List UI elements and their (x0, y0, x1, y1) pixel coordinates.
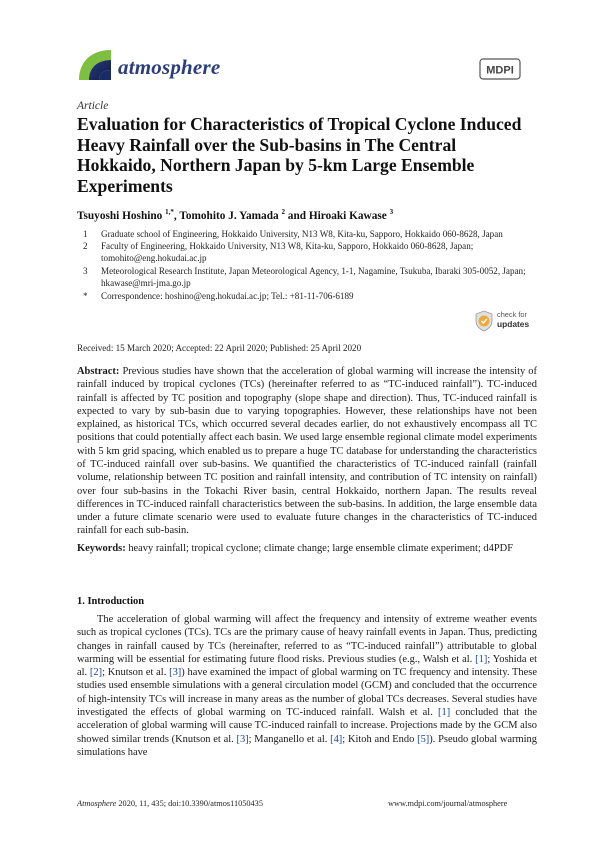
author-name: Tsuyoshi Hoshino (77, 209, 163, 222)
affiliation-item (83, 240, 543, 264)
abstract-text: Previous studies have shown that the acceleration of global warming will increase the intensity of rainfall induced by tropical cyclones (TCs) (hereinafter referred to as “TC-induced rainfall”). TC-induced rainfall is affected by TC position and topography (slope shape and direction). Thus, TC-induced rainfall is expected to vary by sub-basin due to varying topographies. However, these relationships have not been explained, as historical TCs, which occurred several decades earlier, do not exhaustively encompass all TC positions that could potentially affect each basin. We used large ensemble regional climate model experiments with 5 km grid spacing, which enabled us to prepare a huge TC database for understanding the characteristics of TC-induced rainfall over sub-basins. We quantified the characteristics of TC-induced rainfall (rainfall volume, relationship between TC position and rainfall intensity, and contribution of TC intensity on rainfall) over four sub-basins in the Tokachi River basin, central Hokkaido, northern Japan. The results reveal differences in TC-induced rainfall characteristics between the sub-basins. In addition, the large ensemble data under a future climate scenario were used to evaluate future changes in the characteristics of TC-induced rainfall for each sub-basin. (77, 366, 537, 537)
intro-text: ; Kitoh and Endo (342, 733, 418, 745)
intro-text: ; Manganello et al. (248, 733, 331, 745)
abstract-label: Abstract: (77, 366, 120, 377)
citation-link[interactable]: [5] (417, 733, 430, 745)
publication-dates: Received: 15 March 2020; Accepted: 22 April 2020; Published: 25 April 2020 (77, 343, 362, 353)
affiliation-marker: * (83, 291, 88, 301)
mdpi-logo (479, 58, 521, 80)
footer-journal-url[interactable]: www.mdpi.com/journal/atmosphere (388, 799, 508, 808)
affiliation-text: Faculty of Engineering, Hokkaido University, N13 W8, Kita-ku, Sapporo, Hokkaido 060-8628, Japan; tomohito@eng.hokudai.ac.jp (101, 241, 474, 263)
keywords-text: heavy rainfall; tropical cyclone; climate change; large ensemble climate experiment; d4PDF (128, 543, 514, 554)
intro-text: ). Pseudo global warming simulations have (77, 733, 537, 758)
author-list (77, 208, 393, 222)
citation-link[interactable]: [4] (330, 733, 343, 745)
check-for-updates-icon (474, 310, 494, 332)
check-for-updates-button[interactable] (474, 308, 536, 334)
citation-link[interactable]: [1] (475, 653, 488, 665)
affiliation-marker: 3 (83, 266, 88, 276)
journal-logo-icon (77, 46, 113, 82)
affiliation-item (83, 265, 543, 289)
author-name: Tomohito J. Yamada (179, 209, 279, 222)
footer-citation-text: 2020, 11, 435; doi:10.3390/atmos11050435 (116, 799, 263, 808)
affiliation-item (83, 228, 543, 240)
footer-citation (77, 799, 263, 808)
citation-link[interactable]: [3] (236, 733, 249, 745)
article-title: Evaluation for Characteristics of Tropical Cyclone Induced Heavy Rainfall over the Sub-basins in The Central Hokkaido, Northern Japan by 5-km Large Ensemble Experiments (77, 114, 522, 196)
intro-text: ; Knutson et al. (102, 667, 170, 679)
affiliation-marker: 2 (83, 241, 88, 251)
journal-name: atmosphere (118, 55, 221, 79)
affiliation-text: Correspondence: hoshino@eng.hokudai.ac.jp; Tel.: +81-11-706-6189 (101, 291, 354, 301)
author-affiliation-marker: 2 (281, 208, 285, 216)
affiliation-text: Meteorological Research Institute, Japan Meteorological Agency, 1-1, Nagamine, Tsukuba, Ibaraki 305-0052, Japan; hkawase@mri-jma.go.jp (101, 266, 526, 288)
section-heading: 1. Introduction (77, 596, 145, 607)
abstract (77, 365, 537, 538)
keywords-label: Keywords: (77, 543, 126, 554)
author-separator: , (173, 209, 180, 222)
affiliation-marker: 1 (83, 229, 88, 239)
keywords (77, 543, 537, 554)
intro-text: concluded that the acceleration of global warming will cause TC-induced rainfall to increase. Projections made by the GCM also showed similar trends (Knutson et al. (77, 707, 538, 745)
citation-link[interactable]: [3] (169, 667, 182, 679)
affiliation-item (83, 290, 543, 302)
article-type: Article (77, 100, 109, 112)
citation-link[interactable]: [2] (89, 667, 103, 679)
check-for-updates-line2: updates (497, 318, 530, 329)
intro-text: ) have examined the impact of global warming on TC frequency and intensity. These studies used ensemble simulations with a general circulation model (GCM) and concluded that the occurrence of high-intensity TCs will increase in many areas as the number of global TCs decreases. Several studies have investigated the effects of global warming on TC-induced rainfall. Walsh et al. (77, 667, 537, 719)
check-for-updates-line1: check for (497, 310, 527, 319)
citation-link[interactable]: [1] (438, 707, 451, 719)
intro-text: The acceleration of global warming will affect the frequency and intensity of extreme weather events such as tropical cyclones (TCs). TCs are the primary cause of heavy rainfall events in Japan. Thus, predicting changes in rainfall caused by TCs (hereinafter, referred to as “TC-induced rainfall”) attributable to global warming will be essential for estimating future flood risks. Previous studies (e.g., Walsh et al. (77, 614, 537, 665)
author-separator: and (284, 209, 309, 222)
author-affiliation-marker: 1,* (165, 208, 174, 216)
introduction-paragraph (77, 613, 537, 759)
mdpi-logo-text: MDPI (486, 64, 514, 77)
affiliation-text: Graduate school of Engineering, Hokkaido University, N13 W8, Kita-ku, Sapporo, Hokkaido 060-8628, Japan (101, 229, 503, 239)
author-name: Hiroaki Kawase (308, 209, 387, 222)
author-affiliation-marker: 3 (389, 208, 394, 216)
footer-journal-name: Atmosphere (77, 799, 117, 808)
intro-text: ; Yoshida et al. (77, 653, 537, 679)
